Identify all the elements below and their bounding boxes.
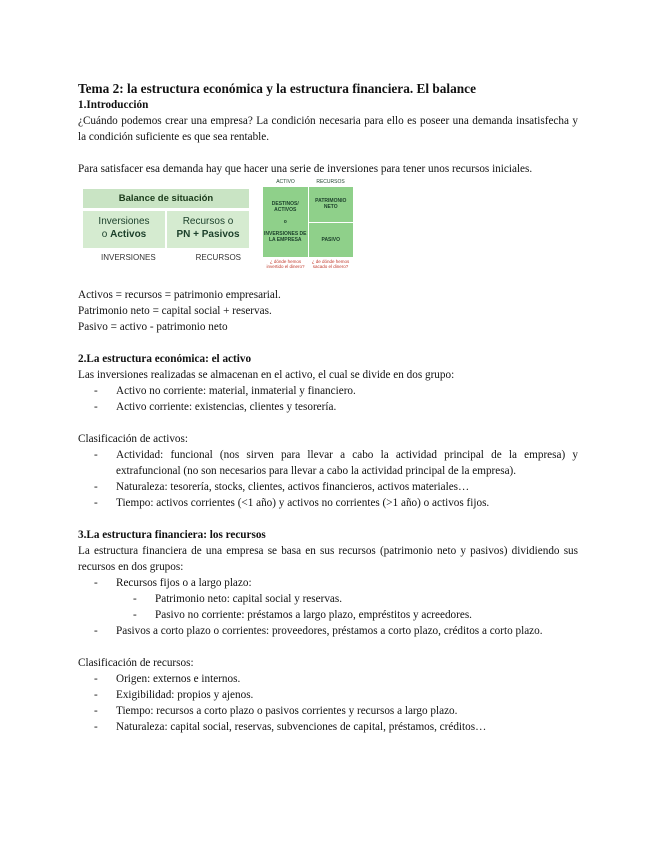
section-heading-introduccion: 1.Introducción (78, 99, 149, 111)
subheading: Clasificación de recursos: (78, 657, 194, 669)
list-item: - Naturaleza: tesorería, stocks, clientes, activos financieros, activos materiales… (78, 479, 578, 495)
list-item: - Pasivos a corto plazo o corrientes: proveedores, préstamos a corto plazo, créditos a corto plazo. (78, 623, 578, 639)
list-item: - Patrimonio neto: capital social y reservas. (78, 591, 578, 607)
list-item: - Origen: externos e internos. (78, 671, 578, 687)
recursos-class-list (78, 671, 578, 735)
list-item: - Recursos fijos o a largo plazo: (78, 575, 578, 591)
mini-balance-diagram: ACTIVO RECURSOS DESTINOS/ ACTIVOS o INVERSIONES DE LA EMPRESA PATRIMONIO NETO PASIVO ¿ dónde hemos invertido el dinero? ¿ de dónde hemos sacado el dinero? (263, 177, 353, 273)
recursos-sublist (78, 591, 578, 623)
mini-activo-col: DESTINOS/ ACTIVOS o INVERSIONES DE LA EMPRESA (263, 187, 308, 257)
formula-line: Pasivo = activo - patrimonio neto (78, 321, 228, 333)
recursos-list (78, 575, 578, 591)
foot-left: INVERSIONES (101, 253, 156, 262)
balance-diagram (83, 189, 249, 265)
foot-right: RECURSOS (195, 253, 241, 262)
activo-list (78, 383, 578, 415)
balance-right-cell: Recursos o PN + Pasivos (167, 211, 249, 248)
activo-class-list (78, 447, 578, 511)
section-heading-recursos: 3.La estructura financiera: los recursos (78, 529, 266, 541)
document-title: Tema 2: la estructura económica y la estructura financiera. El balance (78, 81, 476, 96)
list-item: - Exigibilidad: propios y ajenos. (78, 687, 578, 703)
subheading: Clasificación de activos: (78, 433, 188, 445)
balance-figure (78, 177, 578, 277)
list-item: - Actividad: funcional (nos sirven para llevar a cabo la actividad principal de la empresa) y extrafuncional (no son necesarios para llevar a cabo la actividad principal de la empresa). (78, 447, 578, 479)
balance-header: Balance de situación (83, 189, 249, 208)
formula-line: Activos = recursos = patrimonio empresarial. (78, 289, 281, 301)
section-heading-activo: 2.La estructura económica: el activo (78, 353, 252, 365)
balance-left-cell: Inversiones o Activos (83, 211, 165, 248)
recursos-list-2 (78, 623, 578, 639)
list-item: - Pasivo no corriente: préstamos a largo plazo, empréstitos y acreedores. (78, 607, 578, 623)
list-item: - Activo corriente: existencias, clientes y tesorería. (78, 399, 578, 415)
paragraph: La estructura financiera de una empresa se basa en sus recursos (patrimonio neto y pasivos) dividiendo sus recursos en dos grupos: (78, 545, 578, 573)
paragraph: Las inversiones realizadas se almacenan en el activo, el cual se divide en dos grupo: (78, 369, 455, 381)
formula-line: Patrimonio neto = capital social + reservas. (78, 305, 272, 317)
paragraph: ¿Cuándo podemos crear una empresa? La condición necesaria para ello es poseer una demanda insatisfecha y la condición suficiente es que sea rentable. (78, 115, 578, 143)
list-item: - Tiempo: activos corrientes (<1 año) y activos no corrientes (>1 año) o activos fijos. (78, 495, 578, 511)
list-item: - Tiempo: recursos a corto plazo o pasivos corrientes y recursos a largo plazo. (78, 703, 578, 719)
document-page (78, 80, 578, 735)
list-item: - Activo no corriente: material, inmaterial y financiero. (78, 383, 578, 399)
list-item: - Naturaleza: capital social, reservas, subvenciones de capital, préstamos, créditos… (78, 719, 578, 735)
paragraph: Para satisfacer esa demanda hay que hacer una serie de inversiones para tener unos recursos iniciales. (78, 163, 533, 175)
